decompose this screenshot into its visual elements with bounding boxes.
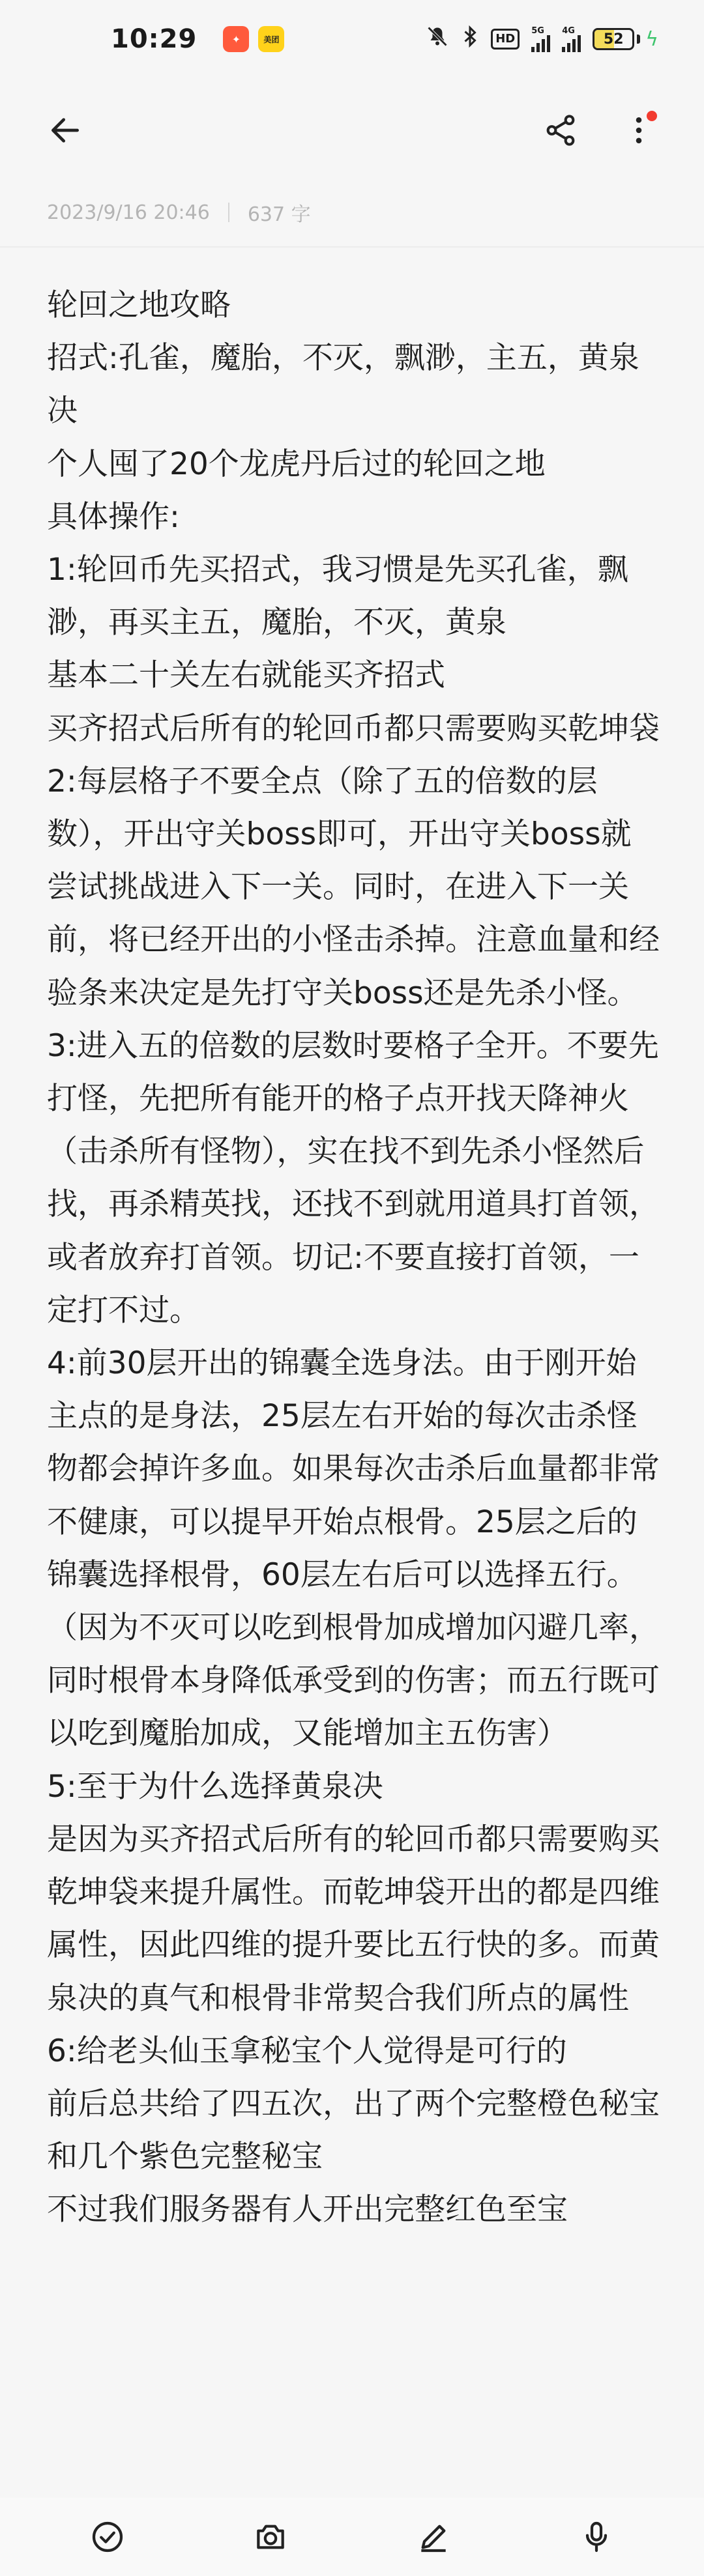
signal-5g-label: 5G xyxy=(531,25,544,36)
header-divider xyxy=(0,246,704,248)
back-button[interactable] xyxy=(39,104,91,156)
note-line: 是因为买齐招式后所有的轮回币都只需要购买乾坤袋来提升属性。而乾坤袋开出的都是四维属性，因此四维的提升要比五行快的多。而黄泉决的真气和根骨非常契合我们所点的属性 xyxy=(47,1821,660,2016)
bluetooth-icon xyxy=(461,25,479,53)
camera-icon xyxy=(252,2519,289,2555)
status-bar xyxy=(0,0,704,78)
handwriting-button[interactable] xyxy=(407,2511,460,2563)
bottom-toolbar xyxy=(0,2498,704,2576)
checklist-button[interactable] xyxy=(81,2511,134,2563)
battery-percent: 52 xyxy=(603,31,624,48)
status-time: 10:29 xyxy=(111,24,198,54)
share-icon xyxy=(543,113,578,148)
meta-divider xyxy=(228,203,229,222)
top-app-bar xyxy=(0,91,704,169)
meituan-app-icon: 美团 xyxy=(258,26,284,52)
note-date: 2023/9/16 20:46 xyxy=(47,201,210,224)
note-line: 4:前30层开出的锦囊全选身法。由于刚开始主点的是身法，25层左右开始的每次击杀怪物都会掉许多血。如果每次击杀后血量都非常不健康，可以提早开始点根骨。25层之后的锦囊选择根骨，60层左右后可以选择五行。（因为不灭可以吃到根骨加成增加闪避几率，同时根骨本身降低承受到的伤害；而五行既可以吃到魔胎加成，又能增加主五伤害） xyxy=(47,1345,660,1752)
note-line: 2:每层格子不要全点（除了五的倍数的层数），开出守关boss即可，开出守关boss就尝试挑战进入下一关。同时，在进入下一关前，将已经开出的小怪击杀掉。注意血量和经验条来决定是先打守关boss还是先杀小怪。 xyxy=(47,763,660,1011)
status-indicators xyxy=(426,25,658,53)
note-line: 6:给老头仙玉拿秘宝个人觉得是可行的 xyxy=(47,2033,567,2069)
note-line: 1:轮回币先买招式，我习惯是先买孔雀，飘渺，再买主五，魔胎，不灭，黄泉 xyxy=(47,552,628,641)
signal-4g-label: 4G xyxy=(562,25,575,36)
more-options-button[interactable] xyxy=(613,104,665,156)
arrow-left-icon xyxy=(47,112,83,149)
mute-icon xyxy=(426,25,449,53)
microphone-icon xyxy=(578,2519,615,2555)
note-line: 买齐招式后所有的轮回币都只需要购买乾坤袋 xyxy=(47,710,660,747)
share-button[interactable] xyxy=(535,104,587,156)
note-line: 5:至于为什么选择黄泉决 xyxy=(47,1768,383,1805)
status-app-icons xyxy=(223,26,284,52)
note-line: 具体操作: xyxy=(47,498,180,535)
note-line: 3:进入五的倍数的层数时要格子全开。不要先打怪，先把所有能开的格子点开找天降神火（击杀所有怪物），实在找不到先杀小怪然后找，再杀精英找，还找不到就用道具打首领，或者放弃打首领。切记:不要直接打首领，一定打不过。 xyxy=(47,1027,660,1328)
notification-dot xyxy=(647,111,657,121)
notification-app-icon: ✦ xyxy=(223,26,249,52)
note-line: 招式:孔雀，魔胎，不灭，飘渺，主五，黄泉决 xyxy=(47,340,639,429)
note-line: 不过我们服务器有人开出完整红色至宝 xyxy=(47,2192,568,2228)
charging-icon: ϟ xyxy=(645,27,658,51)
signal-5g-icon xyxy=(531,27,550,52)
checklist-icon xyxy=(89,2519,126,2555)
note-line: 前后总共给了四五次，出了两个完整橙色秘宝和几个紫色完整秘宝 xyxy=(47,2085,660,2175)
hd-badge: HD xyxy=(491,29,520,50)
camera-button[interactable] xyxy=(244,2511,297,2563)
battery-indicator xyxy=(593,28,658,51)
pen-icon xyxy=(415,2519,452,2555)
note-line: 轮回之地攻略 xyxy=(47,287,231,323)
signal-4g-icon xyxy=(562,27,581,52)
note-body[interactable] xyxy=(47,279,660,2237)
voice-input-button[interactable] xyxy=(570,2511,623,2563)
note-line: 个人囤了20个龙虎丹后过的轮回之地 xyxy=(47,446,546,482)
note-line: 基本二十关左右就能买齐招式 xyxy=(47,657,445,694)
note-meta xyxy=(47,198,311,227)
note-word-count: 637 字 xyxy=(247,203,311,226)
